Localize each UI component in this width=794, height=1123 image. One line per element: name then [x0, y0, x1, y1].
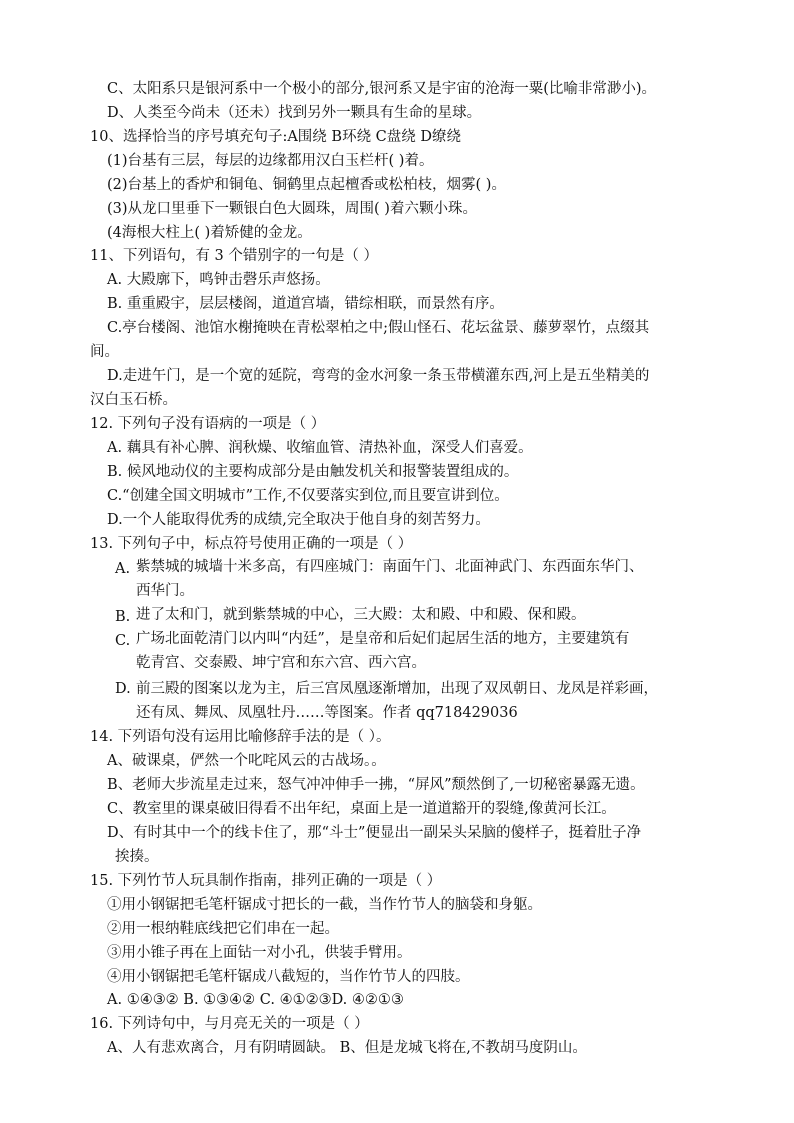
q10-sentence-4: (4海根大柱上( )着矫健的金龙。: [107, 225, 312, 241]
q13-stem: 13. 下列句子中，标点符号使用正确的一项是（ ）: [90, 536, 413, 552]
q12-stem: 12. 下列句子没有语病的一项是（ ）: [90, 416, 326, 432]
q15-stem: 15. 下列竹节人玩具制作指南，排列正确的一项是（ ）: [90, 873, 442, 889]
q11-option-c-line2: 间。: [90, 344, 119, 360]
q14-option-d-line2: 挨揍。: [115, 849, 159, 865]
q16-options-ab: A、人有悲欢离合，月有阴晴圆缺。 B、但是龙城飞将在,不教胡马度阴山。: [107, 1040, 587, 1056]
q13-option-c-label: C.: [115, 633, 131, 649]
q12-option-d: D.一个人能取得优秀的成绩,完全取决于他自身的刻苦努力。: [107, 512, 490, 528]
q12-option-b: B. 候风地动仪的主要构成部分是由触发机关和报警装置组成的。: [107, 464, 519, 480]
q15-step-3: ③用小锥子再在上面钻一对小孔，供装手臂用。: [107, 945, 412, 961]
q9-option-c: C、太阳系只是银河系中一个极小的部分,银河系又是宇宙的沧海一粟(比喻非常渺小)。: [107, 81, 657, 97]
q10-stem: 10、选择恰当的序号填充句子:A围绕 B环绕 C盘绕 D缭绕: [90, 129, 462, 145]
q12-option-c: C.“创建全国文明城市”工作,不仅要落实到位,而且要宣讲到位。: [107, 488, 509, 504]
q15-options: A. ①④③② B. ①③④② C. ④①②③D. ④②①③: [107, 992, 404, 1008]
q13-option-c-line2: 乾青宫、交泰殿、坤宁宫和东六宫、西六宫。: [136, 655, 426, 671]
q11-option-b: B. 重重殿宇，层层楼阁，道道宫墙，错综相联，而景然有序。: [107, 296, 504, 312]
q11-option-c-line1: C.亭台楼阁、池馆水榭掩映在青松翠柏之中;假山怪石、花坛盆景、藤萝翠竹，点缀其: [107, 320, 650, 336]
q13-option-b: 进了太和门，就到紫禁城的中心，三大殿：太和殿、中和殿、保和殿。: [136, 607, 586, 623]
q15-step-2: ②用一根纳鞋底线把它们串在一起。: [107, 921, 339, 937]
q10-sentence-3: (3)从龙口里垂下一颗银白色大圆珠，周围( )着六颗小珠。: [107, 201, 477, 217]
q9-option-d: D、人类至今尚未（还未）找到另外一颗具有生命的星球。: [107, 105, 482, 121]
q15-step-1: ①用小钢锯把毛笔杆锯成寸把长的一截，当作竹节人的脑袋和身躯。: [107, 897, 542, 913]
q14-option-c: C、教室里的课桌破旧得看不出年纪，桌面上是一道道豁开的裂缝,像黄河长江。: [107, 801, 616, 817]
q14-stem: 14. 下列语句没有运用比喻修辞手法的是（ ）。: [90, 729, 391, 745]
q13-option-a-line1: 紫禁城的城墙十米多高，有四座城门：南面午门、北面神武门、东西面东华门、: [136, 559, 644, 575]
q14-option-b: B、老师大步流星走过来，怒气冲冲伸手一拂，“屏风”颓然倒了,一切秘密暴露无遗。: [107, 777, 645, 793]
q13-option-c-line1: 广场北面乾清门以内叫“内廷”，是皇帝和后妃们起居生活的地方，主要建筑有: [136, 631, 630, 647]
q11-option-d-line2: 汉白玉石桥。: [90, 392, 177, 408]
q13-option-d-label: D.: [115, 681, 131, 697]
q13-option-a-line2: 西华门。: [136, 583, 194, 599]
q13-option-d-line2: 还有凤、舞凤、凤凰牡丹……等图案。作者 qq718429036: [136, 705, 518, 721]
q14-option-a: A、破课桌，俨然一个叱咤风云的古战场。。: [107, 753, 386, 769]
q12-option-a: A. 藕具有补心脾、润秋燥、收缩血管、清热补血，深受人们喜爱。: [107, 440, 533, 456]
q15-step-4: ④用小钢锯把毛笔杆锯成八截短的，当作竹节人的四肢。: [107, 969, 470, 985]
q16-stem: 16. 下列诗句中，与月亮无关的一项是（ ）: [90, 1016, 369, 1032]
q13-option-d-line1: 前三殿的图案以龙为主，后三宫凤凰逐渐增加，出现了双凤朝日、龙凤是祥彩画，: [136, 681, 658, 697]
q10-sentence-1: (1)台基有三层，每层的边缘都用汉白玉栏杆( )着。: [107, 153, 434, 169]
q14-option-d-line1: D、有时其中一个的线卡住了，那“斗士”便显出一副呆头呆脑的傻样子，挺着肚子净: [107, 825, 641, 841]
q10-sentence-2: (2)台基上的香炉和铜龟、铜鹤里点起檀香或松柏枝，烟雾( )。: [107, 177, 506, 193]
q11-option-d-line1: D.走进午门，是一个宽的延院，弯弯的金水河象一条玉带横灌东西,河上是五坐精美的: [107, 368, 650, 384]
q13-option-b-label: B.: [115, 609, 131, 625]
q13-option-a-label: A.: [115, 561, 131, 577]
q11-stem: 11、下列语句，有 3 个错别字的一句是（ ）: [90, 248, 379, 264]
q11-option-a: A. 大殿廓下，鸣钟击磬乐声悠扬。: [107, 272, 330, 288]
